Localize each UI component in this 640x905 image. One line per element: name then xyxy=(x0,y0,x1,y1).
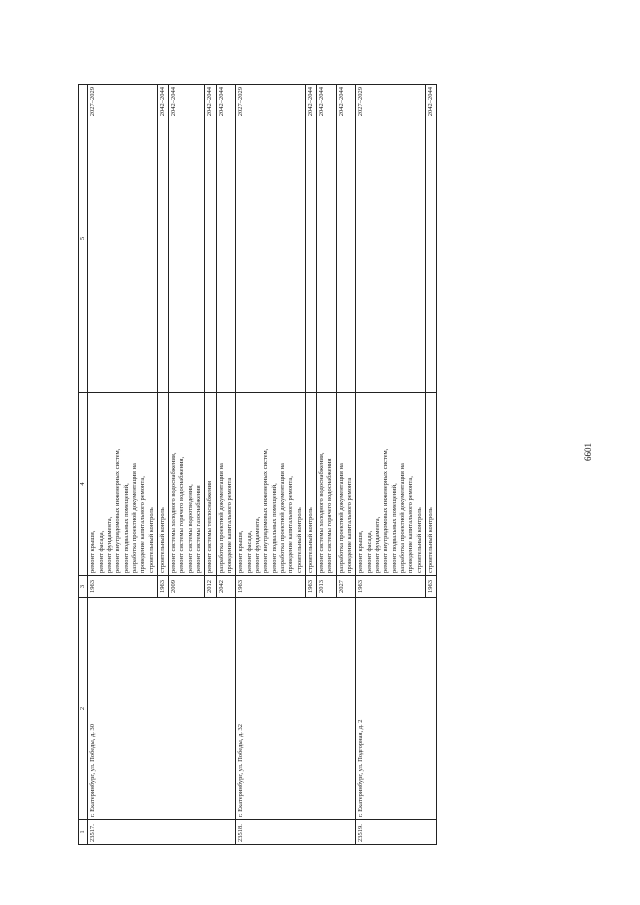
page-number-text: 6601 xyxy=(583,443,593,461)
work-item: ремонт фасада, xyxy=(245,530,253,573)
works-cell xyxy=(88,393,158,576)
work-item: проведение капитального ремонта xyxy=(346,477,354,573)
year-cell: 1963 xyxy=(157,576,168,598)
work-item: ремонт подвальных помещений, xyxy=(122,483,130,573)
period-cell: 2042–2044 xyxy=(216,85,236,393)
table-header-row xyxy=(79,85,88,845)
works-cell xyxy=(305,393,316,576)
year-cell: 1963 xyxy=(305,576,316,598)
row-number-cell: 23519. xyxy=(356,820,437,845)
work-item: разработка проектной документации на xyxy=(398,463,406,573)
work-item: ремонт внутридомовых инженерных систем, xyxy=(114,448,122,573)
header-col-3: 3 xyxy=(79,576,88,598)
work-item: разработка проектной документации на xyxy=(337,463,345,573)
year-cell: 2042 xyxy=(216,576,236,598)
work-item: ремонт фундамента, xyxy=(253,516,261,573)
works-cell xyxy=(205,393,216,576)
work-item: ремонт крыши, xyxy=(237,530,245,573)
work-item: проведение капитального ремонта, xyxy=(287,476,295,573)
works-cell xyxy=(169,393,205,576)
work-item: разработка проектной документации на xyxy=(278,463,286,573)
period-cell: 2042–2044 xyxy=(157,85,168,393)
year-cell: 2013 xyxy=(317,576,337,598)
period-cell: 2042–2044 xyxy=(305,85,316,393)
work-item: ремонт системы горячего водоснабжения xyxy=(326,458,334,573)
table-body xyxy=(88,85,437,845)
works-cell xyxy=(317,393,337,576)
table-row xyxy=(356,85,426,845)
work-item: ремонт крыши, xyxy=(89,530,97,573)
work-item: строительный контроль xyxy=(147,507,155,573)
rotated-table-wrapper xyxy=(78,85,568,845)
work-item: ремонт внутридомовых инженерных систем, xyxy=(382,448,390,573)
work-item: ремонт фундамента, xyxy=(374,516,381,573)
works-cell xyxy=(216,393,236,576)
page-number xyxy=(568,0,608,905)
work-item: строительный контроль xyxy=(158,507,166,573)
year-cell: 1963 xyxy=(236,576,306,598)
work-item: строительный контроль xyxy=(295,507,303,573)
year-cell: 2012 xyxy=(205,576,216,598)
work-item: проведение капитального ремонта, xyxy=(407,476,415,573)
work-item: проведение капитального ремонта, xyxy=(139,476,147,573)
work-item: ремонт системы холодного водоснабжения, xyxy=(318,452,326,573)
work-item: ремонт системы холодного водоснабжения, xyxy=(170,452,178,573)
works-cell xyxy=(336,393,356,576)
work-item: ремонт фасада, xyxy=(365,530,373,573)
period-cell: 2027–2029 xyxy=(236,85,306,393)
header-col-2: 2 xyxy=(79,598,88,820)
year-cell: 1963 xyxy=(425,576,436,598)
year-cell: 2027 xyxy=(336,576,356,598)
period-cell: 2042–2044 xyxy=(317,85,337,393)
work-item: разработка проектной документации на xyxy=(217,463,225,573)
works-cell xyxy=(356,393,426,576)
work-item: строительный контроль xyxy=(415,507,423,573)
year-cell: 1963 xyxy=(88,576,158,598)
work-item: ремонт подвальных помещений, xyxy=(390,483,398,573)
row-number-cell: 23518. xyxy=(236,820,356,845)
address-cell: г. Екатеринбург, ул. Подгорная, д. 2 xyxy=(356,598,437,820)
work-item: ремонт крыши, xyxy=(357,530,365,573)
works-table xyxy=(78,84,437,845)
period-cell: 2042–2044 xyxy=(336,85,356,393)
work-item: разработка проектной документации на xyxy=(130,463,138,573)
period-cell: 2027–2029 xyxy=(88,85,158,393)
work-item: строительный контроль xyxy=(426,507,434,573)
header-col-1: 1 xyxy=(79,820,88,845)
work-item: ремонт системы газоснабжения xyxy=(195,485,203,573)
work-item: ремонт фасада, xyxy=(97,530,105,573)
period-cell: 2042–2044 xyxy=(425,85,436,393)
header-col-4: 4 xyxy=(79,393,88,576)
year-cell: 2009 xyxy=(169,576,205,598)
work-item: ремонт фундамента, xyxy=(105,516,113,573)
works-cell xyxy=(236,393,306,576)
work-item: строительный контроль xyxy=(306,507,314,573)
period-cell: 2042–2044 xyxy=(169,85,205,393)
address-cell: г. Екатеринбург, ул. Победы, д. 30 xyxy=(88,598,236,820)
header-col-5: 5 xyxy=(79,85,88,393)
work-item: ремонт системы горячего водоснабжения, xyxy=(178,456,186,573)
year-cell: 1963 xyxy=(356,576,426,598)
work-item: ремонт подвальных помещений, xyxy=(270,483,278,573)
row-number-cell: 23517. xyxy=(88,820,236,845)
works-cell xyxy=(157,393,168,576)
work-item: ремонт системы водоотведения, xyxy=(186,484,194,573)
works-cell xyxy=(425,393,436,576)
table-row xyxy=(236,85,306,845)
table-row xyxy=(88,85,158,845)
address-cell: г. Екатеринбург, ул. Победы, д. 32 xyxy=(236,598,356,820)
work-item: ремонт системы теплоснабжения xyxy=(206,480,214,573)
work-item: ремонт внутридомовых инженерных систем, xyxy=(262,448,270,573)
period-cell: 2027–2029 xyxy=(356,85,426,393)
work-item: проведение капитального ремонта xyxy=(226,477,233,573)
period-cell: 2042–2044 xyxy=(205,85,216,393)
